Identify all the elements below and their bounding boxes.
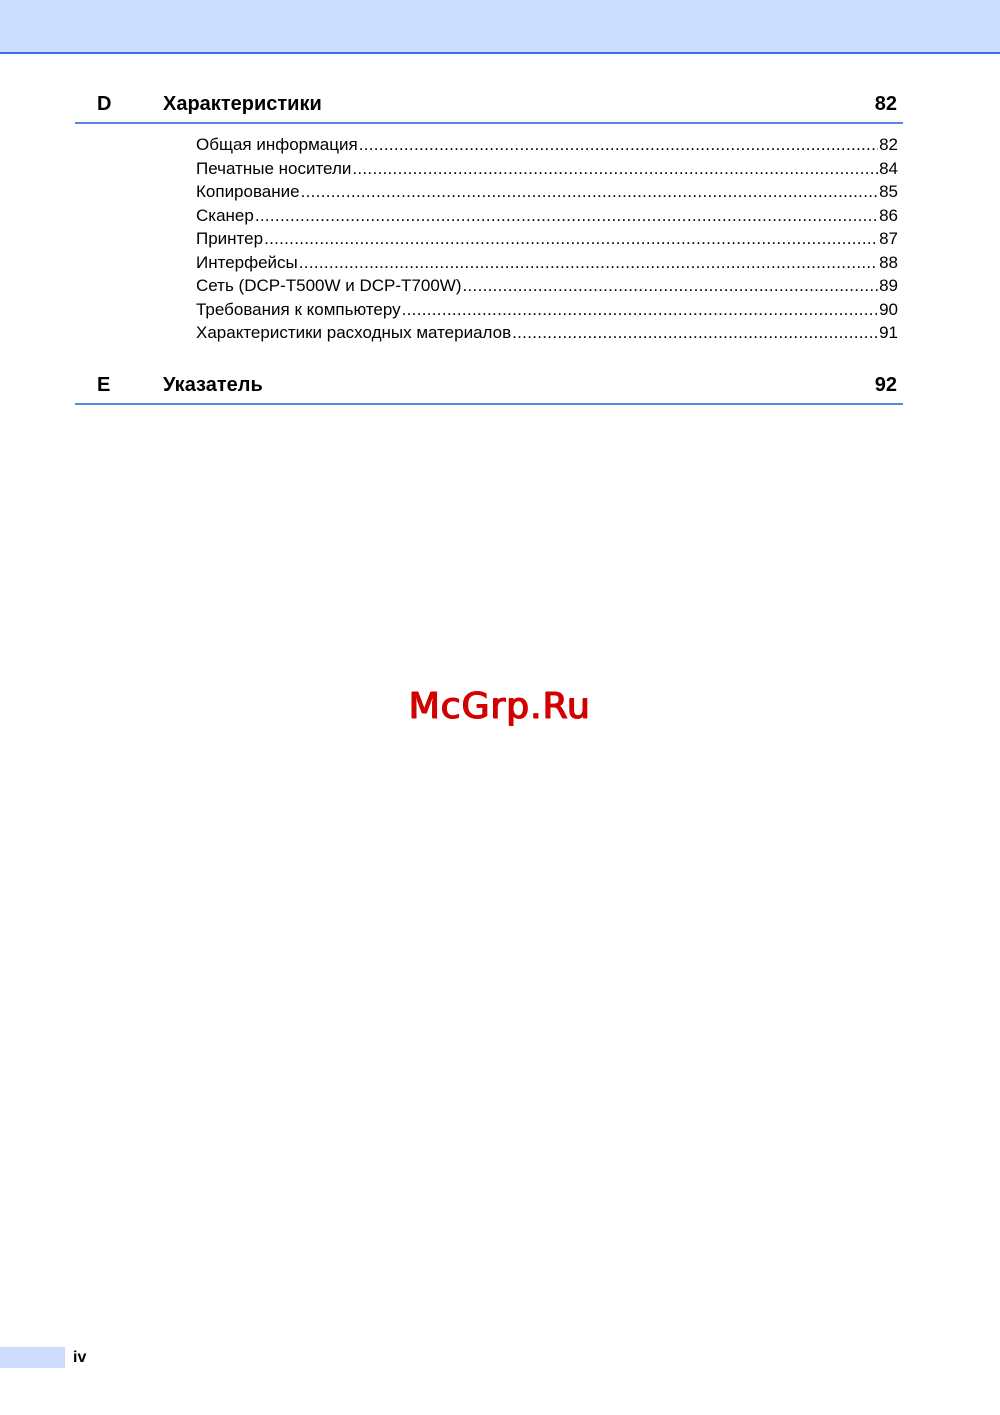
toc-entry[interactable]	[196, 205, 898, 229]
dot-leader	[301, 181, 878, 203]
watermark-text: McGrp.Ru	[408, 686, 592, 727]
toc-entry-page: 91	[879, 323, 898, 342]
toc-entry-page: 86	[879, 205, 898, 225]
toc-entry-page: 88	[879, 252, 898, 272]
toc-entry[interactable]	[196, 275, 898, 299]
dot-leader	[359, 134, 878, 156]
toc-entry[interactable]	[196, 228, 898, 252]
footer-page-number: iv	[73, 1349, 87, 1366]
toc-entry[interactable]	[196, 252, 898, 276]
dot-leader	[255, 205, 878, 227]
toc-entry[interactable]	[196, 134, 898, 158]
section-title: Указатель	[163, 374, 263, 396]
section-letter: E	[97, 374, 111, 396]
toc-entry[interactable]	[196, 181, 898, 205]
section-letter: D	[97, 93, 112, 115]
section-title: Характеристики	[163, 93, 322, 115]
section-page-number: 92	[874, 374, 897, 396]
toc-entry-title: Общая информация	[196, 135, 358, 154]
toc-entry-page: 85	[879, 182, 898, 201]
header-band	[0, 0, 1000, 54]
dot-leader	[352, 158, 878, 180]
section-e-heading[interactable]	[75, 373, 903, 405]
dot-leader	[512, 322, 878, 344]
section-d-heading[interactable]	[75, 92, 903, 124]
footer-band	[0, 1347, 65, 1368]
toc-entry-page: 82	[879, 135, 898, 154]
toc-entry-title: Интерфейсы	[196, 252, 298, 272]
toc-entry[interactable]	[196, 299, 898, 323]
toc-entry[interactable]	[196, 322, 898, 346]
section-page-number: 82	[874, 93, 897, 115]
toc-entry-title: Сканер	[196, 205, 254, 225]
dot-leader	[402, 299, 878, 321]
dot-leader	[463, 275, 879, 297]
dot-leader	[299, 252, 878, 274]
toc-entry[interactable]	[196, 158, 898, 182]
toc-entry-page: 90	[879, 299, 898, 319]
toc-entry-title: Требования к компьютеру	[196, 299, 401, 319]
toc-entry-page: 87	[879, 229, 898, 248]
toc-entry-page: 84	[879, 158, 898, 178]
toc-list	[196, 134, 898, 346]
toc-entry-title: Принтер	[196, 229, 264, 248]
toc-entry-title: Сеть (DCP-T500W и DCP-T700W)	[196, 276, 462, 295]
toc-entry-page: 89	[879, 276, 898, 295]
toc-entry-title: Печатные носители	[196, 158, 352, 178]
toc-entry-title: Копирование	[196, 182, 300, 201]
toc-entry-title: Характеристики расходных материалов	[196, 323, 512, 342]
dot-leader	[264, 228, 878, 250]
